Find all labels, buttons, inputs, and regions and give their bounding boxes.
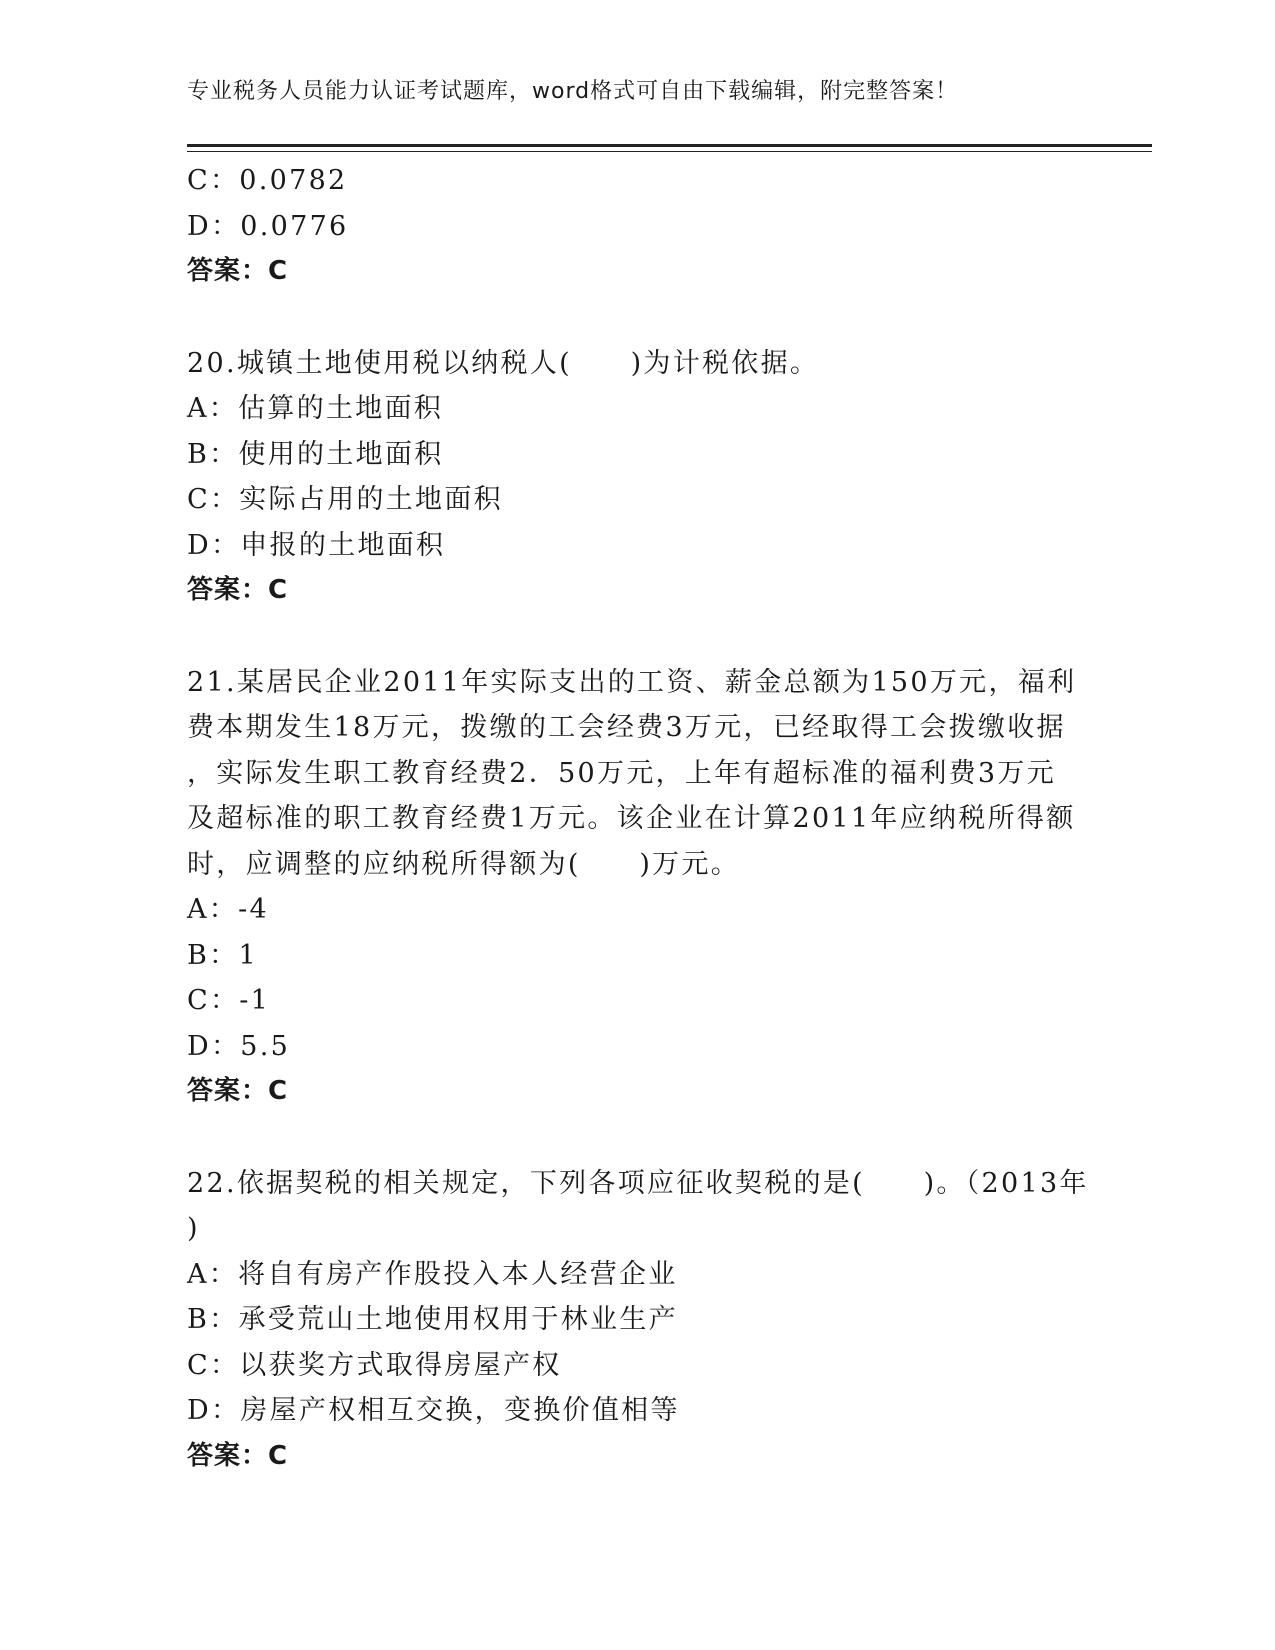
header-divider-thin — [187, 151, 1152, 152]
question-20 — [187, 341, 1087, 614]
option-c: C：0.0782 — [187, 165, 348, 196]
answer-label: 答案：C — [187, 1076, 289, 1106]
option-d: D：房屋产权相互交换，变换价值相等 — [187, 1395, 680, 1426]
question-text: 及超标准的职工教育经费1万元。该企业在计算2011年应纳税所得额 — [187, 803, 1076, 834]
question-text: ) — [187, 1213, 200, 1244]
question-text: 时，应调整的应纳税所得额为( )万元。 — [187, 848, 741, 880]
option-b: B：承受荒山土地使用权用于林业生产 — [187, 1304, 678, 1335]
option-d: D：0.0776 — [187, 210, 349, 242]
option-d: D：申报的土地面积 — [187, 529, 446, 561]
option-c: C：以获奖方式取得房屋产权 — [187, 1349, 562, 1381]
answer-label: 答案：C — [187, 256, 289, 286]
option-a: A：估算的土地面积 — [187, 393, 444, 424]
answer-label: 答案：C — [187, 575, 289, 605]
option-a: A：将自有房产作股投入本人经营企业 — [187, 1258, 678, 1290]
option-c: C：-1 — [187, 985, 271, 1016]
option-c: C：实际占用的土地面积 — [187, 484, 503, 515]
question-text: 22.依据契税的相关规定，下列各项应征收契税的是( )。（2013年 — [187, 1167, 1089, 1199]
option-b: B：使用的土地面积 — [187, 438, 444, 470]
question-22 — [187, 1161, 1087, 1480]
previous-question-tail — [187, 158, 1087, 295]
header-divider-thick — [187, 144, 1152, 147]
question-21 — [187, 660, 1087, 1115]
question-text: 20.城镇土地使用税以纳税人( )为计税依据。 — [187, 347, 820, 379]
page-header: 专业税务人员能力认证考试题库，word格式可自由下载编辑，附完整答案！ — [187, 79, 959, 104]
question-text: ，实际发生职工教育经费2．50万元，上年有超标准的福利费3万元 — [187, 757, 1057, 789]
question-list — [187, 158, 1087, 1479]
answer-label: 答案：C — [187, 1440, 289, 1471]
option-b: B：1 — [187, 939, 258, 971]
option-d: D：5.5 — [187, 1030, 291, 1062]
question-text: 21.某居民企业2011年实际支出的工资、薪金总额为150万元，福利 — [187, 666, 1077, 698]
option-a: A：-4 — [187, 894, 269, 925]
question-text: 费本期发生18万元，拨缴的工会经费3万元，已经取得工会拨缴收据 — [187, 712, 1066, 743]
